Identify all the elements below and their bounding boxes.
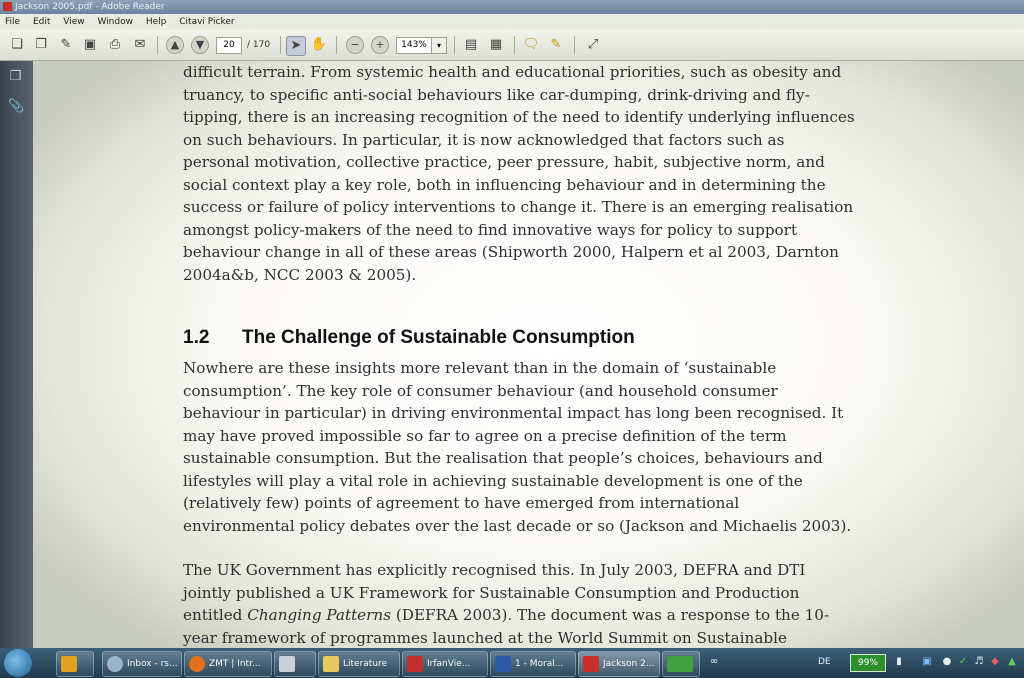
text-line: social context play a key role, both in influencing behaviour and in determining the xyxy=(183,175,826,194)
text-span: (DEFRA 2003). The document was a response to the 10- xyxy=(391,606,830,624)
text-line: The UK Government has explicitly recognised this. In July 2003, DEFRA and DTI xyxy=(183,561,806,579)
text-line: sustainable consumption. But the realisation that people’s choices, behaviours and xyxy=(183,449,823,467)
language-indicator[interactable]: DE xyxy=(818,657,831,667)
text-line xyxy=(183,604,883,627)
menu-citavi-picker[interactable]: Citavi Picker xyxy=(179,17,235,27)
text-line: personal motivation, collective practice, peer pressure, habit, subjective norm, and xyxy=(183,153,825,171)
menu-window[interactable]: Window xyxy=(97,17,133,27)
text-span: entitled xyxy=(183,606,248,624)
firefox-icon xyxy=(189,656,205,672)
previous-page-icon[interactable]: ▲ xyxy=(166,36,184,54)
text-line: behaviour change in all of these areas (Shipworth 2000, Halpern et al 2003, Darnton xyxy=(183,243,839,261)
fit-width-icon[interactable]: ▦ xyxy=(489,37,503,52)
toolbar-separator xyxy=(336,36,337,54)
taskbar-label: Inbox - rs... xyxy=(127,659,178,669)
text-line: year framework of programmes launched at the World Summit on Sustainable xyxy=(183,628,787,647)
taskbar-label: Literature xyxy=(343,659,388,669)
adobe-reader-icon xyxy=(583,656,599,672)
text-line: Nowhere are these insights more relevant than in the domain of ‘sustainable xyxy=(183,359,777,377)
section-heading xyxy=(183,327,635,349)
menu-file[interactable]: File xyxy=(5,17,21,27)
taskbar-label: 1 - Moral... xyxy=(515,659,564,669)
network-meter-icon xyxy=(667,656,693,672)
pages-panel-icon[interactable]: ❐ xyxy=(9,69,22,84)
paint-icon xyxy=(279,656,295,672)
power-icon[interactable]: ▮ xyxy=(896,656,902,667)
taskbar-item-word[interactable] xyxy=(490,651,576,677)
toolbar-separator xyxy=(574,36,575,54)
navigation-panel xyxy=(0,61,33,648)
edit-icon[interactable]: ✎ xyxy=(60,37,72,52)
text-line: consumption’. The key role of consumer behaviour (and household consumer xyxy=(183,381,778,400)
taskbar-item-firefox[interactable] xyxy=(184,651,272,677)
page-total: / 170 xyxy=(247,40,271,50)
toolbar-separator xyxy=(514,36,515,54)
zoom-level-input[interactable]: 143% xyxy=(396,37,432,54)
next-page-icon[interactable]: ▼ xyxy=(191,36,209,54)
mail-icon xyxy=(107,656,123,672)
email-icon[interactable]: ✉ xyxy=(134,37,146,52)
expand-icon[interactable]: ⤢ xyxy=(587,37,599,52)
text-line: tipping, there is an increasing recognition of the need to identify underlying influences xyxy=(183,108,855,126)
irfanview-icon xyxy=(407,656,423,672)
lock-icon[interactable]: ● xyxy=(942,656,952,667)
taskbar-item-irfanview[interactable] xyxy=(402,651,488,677)
toolbar xyxy=(0,30,1024,61)
page-text xyxy=(183,61,883,648)
taskbar-label: ZMT | Intr... xyxy=(209,659,261,669)
menu-view[interactable]: View xyxy=(63,17,85,27)
highlight-icon[interactable]: ✎ xyxy=(550,37,562,52)
text-line: environmental policy debates over the last decade or so (Jackson and Michaelis 2003). xyxy=(183,516,852,535)
comment-icon[interactable]: 🗨 xyxy=(522,37,540,52)
text-line: success or failure of policy interventions to change it. There is an emerging realisation xyxy=(183,198,854,216)
select-tool-icon[interactable]: ➤ xyxy=(286,36,306,56)
monitor-icon[interactable]: ▣ xyxy=(922,656,932,667)
attachments-icon[interactable]: 📎 xyxy=(8,99,25,114)
text-line: (relatively few) points of agreement to have emerged from international xyxy=(183,494,740,512)
menu-help[interactable]: Help xyxy=(145,17,167,27)
paragraph-spacer xyxy=(183,537,883,559)
folder-icon xyxy=(323,656,339,672)
text-line: behaviour in particular) in driving environmental impact has long been recognised. It xyxy=(183,404,844,422)
text-line: on such behaviours. In particular, it is now acknowledged that factors such as xyxy=(183,130,785,149)
text-line: jointly published a UK Framework for Sustainable Consumption and Production xyxy=(183,583,800,602)
taskbar-item-inbox[interactable] xyxy=(102,651,182,677)
zoom-dropdown-icon[interactable]: ▾ xyxy=(431,37,447,54)
section-number: 1.2 xyxy=(183,327,210,348)
text-line: may have proved impossible so far to agree on a precise definition of the term xyxy=(183,426,787,445)
taskbar-item-literature[interactable] xyxy=(318,651,400,677)
taskbar-item-adobe-reader[interactable] xyxy=(578,651,660,677)
page-number-input[interactable]: 20 xyxy=(216,37,242,54)
media-player-icon xyxy=(61,656,77,672)
battery-indicator[interactable]: 99% xyxy=(850,654,886,672)
title-bar xyxy=(0,0,1024,14)
fit-page-icon[interactable]: ▤ xyxy=(464,37,478,52)
start-button[interactable] xyxy=(4,649,32,677)
text-line: 2004a&b, NCC 2003 & 2005). xyxy=(183,265,417,284)
taskbar xyxy=(0,648,1024,678)
text-line: amongst policy-makers of the need to find innovative ways for policy to support xyxy=(183,220,798,239)
taskbar-meter[interactable] xyxy=(662,651,700,677)
taskbar-label: Jackson 2... xyxy=(603,659,655,669)
menu-bar xyxy=(0,14,1024,30)
create-pdf-icon[interactable]: ❏ xyxy=(11,37,23,52)
signal-icon[interactable]: ▲ xyxy=(1008,656,1016,667)
text-line: lifestyles will play a vital role in achieving sustainable development is one of the xyxy=(183,471,803,490)
adobe-reader-icon xyxy=(3,2,12,11)
print-icon[interactable]: ⎙ xyxy=(109,37,121,52)
checkmark-icon[interactable]: ✓ xyxy=(958,656,968,667)
hand-tool-icon[interactable]: ✋ xyxy=(310,37,328,52)
toolbar-separator xyxy=(157,36,158,54)
window-title: Jackson 2005.pdf - Adobe Reader xyxy=(15,2,165,12)
taskbar-media-player[interactable] xyxy=(56,651,94,677)
zoom-in-icon[interactable]: + xyxy=(371,36,389,54)
combine-files-icon[interactable]: ❐ xyxy=(35,37,47,52)
word-icon xyxy=(495,656,511,672)
text-line: difficult terrain. From systemic health and educational priorities, such as obesity and xyxy=(183,63,842,81)
taskbar-item-paint[interactable] xyxy=(274,651,316,677)
toolbar-separator xyxy=(454,36,455,54)
italic-title: Changing Patterns xyxy=(247,606,392,624)
toolbar-separator xyxy=(280,36,281,54)
text-line: truancy, to specific anti-social behaviours like car-dumping, drink-driving and fly- xyxy=(183,85,810,104)
network-icon[interactable]: ∞ xyxy=(709,656,719,667)
zoom-out-icon[interactable]: − xyxy=(346,36,364,54)
document-view[interactable] xyxy=(33,61,1024,648)
menu-edit[interactable]: Edit xyxy=(32,17,51,27)
taskbar-label: IrfanVie... xyxy=(427,659,471,669)
volume-icon[interactable]: ♬ xyxy=(974,656,984,667)
section-title: The Challenge of Sustainable Consumption xyxy=(242,327,635,348)
security-icon[interactable]: ◆ xyxy=(991,656,999,667)
save-icon[interactable]: ▣ xyxy=(83,37,97,52)
